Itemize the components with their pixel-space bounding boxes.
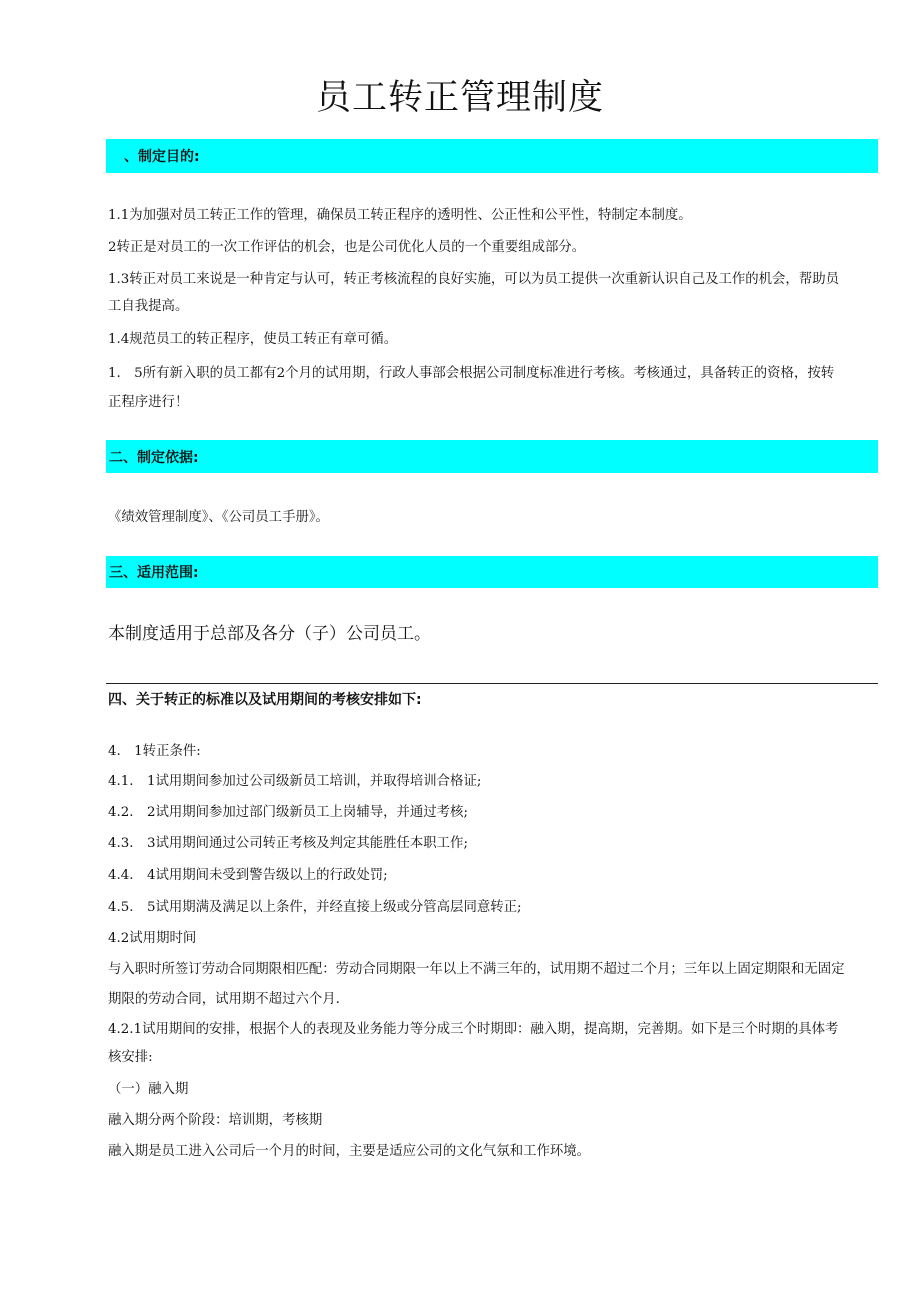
paragraph-line: 期限的劳动合同，试用期不超过六个月.: [108, 992, 340, 1007]
paragraph-line: （一）融入期: [108, 1082, 189, 1097]
paragraph-line: 1. 5所有新入职的员工都有2个月的试用期，行政人事部会根据公司制度标准进行考核。考核通过，具备转正的资格，按转: [108, 366, 835, 381]
section-heading-band-1: [106, 139, 878, 173]
paragraph-line: 1.4规范员工的转正程序，使员工转正有章可循。: [108, 332, 398, 347]
paragraph-line: 融入期是员工进入公司后一个月的时间，主要是适应公司的文化气氛和工作环境。: [108, 1144, 591, 1159]
paragraph-line: 与入职时所签订劳动合同期限相匹配：劳动合同期限一年以上不满三年的，试用期不超过二个月；三年以上固定期限和无固定: [108, 962, 845, 977]
paragraph-line: 4.4. 4试用期间未受到警告级以上的行政处罚;: [108, 868, 388, 883]
section-heading-band-2: [106, 440, 878, 473]
paragraph-line: 4. 1转正条件:: [108, 744, 201, 759]
paragraph-line: 4.2试用期时间: [108, 931, 197, 946]
paragraph-line: 4.2. 2试用期间参加过部门级新员工上岗辅导，并通过考核;: [108, 805, 468, 820]
paragraph-line: 《绩效管理制度》、《公司员工手册》。: [108, 510, 329, 525]
paragraph-line: 工自我提高。: [108, 299, 189, 314]
paragraph-line: 融入期分两个阶段：培训期，考核期: [108, 1113, 323, 1128]
paragraph-line: 4.3. 3试用期间通过公司转正考核及判定其能胜任本职工作;: [108, 836, 468, 851]
section-heading-4: 四、关于转正的标准以及试用期间的考核安排如下:: [108, 692, 422, 708]
paragraph-line: 1.1为加强对员工转正工作的管理，确保员工转正程序的透明性、公正性和公平性，特制定本制度。: [108, 208, 692, 223]
paragraph-line: 核安排:: [108, 1050, 153, 1065]
paragraph-line: 2转正是对员工的一次工作评估的机会，也是公司优化人员的一个重要组成部分。: [108, 240, 586, 255]
paragraph-line: 本制度适用于总部及各分（子）公司员工。: [108, 624, 431, 644]
section-heading-2: 二、制定依据:: [109, 449, 199, 466]
paragraph-line: 4.1. 1试用期间参加过公司级新员工培训，并取得培训合格证;: [108, 774, 482, 789]
paragraph-line: 4.2.1试用期间的安排，根据个人的表现及业务能力等分成三个时期即：融入期，提高期，完善期。如下是三个时期的具体考: [108, 1022, 839, 1037]
section-heading-3: 三、适用范围:: [109, 565, 199, 581]
document-title: 员工转正管理制度: [315, 78, 604, 118]
paragraph-line: 4.5. 5试用期满及满足以上条件，并经直接上级或分管高层同意转正;: [108, 900, 522, 915]
paragraph-line: 正程序进行！: [108, 395, 189, 410]
section-heading-band-4: [106, 683, 878, 712]
section-heading-band-3: [106, 556, 878, 588]
paragraph-line: 1.3转正对员工来说是一种肯定与认可，转正考核流程的良好实施，可以为员工提供一次重新认识自己及工作的机会，帮助员: [108, 272, 839, 287]
section-heading-1: 、制定目的:: [124, 149, 200, 165]
